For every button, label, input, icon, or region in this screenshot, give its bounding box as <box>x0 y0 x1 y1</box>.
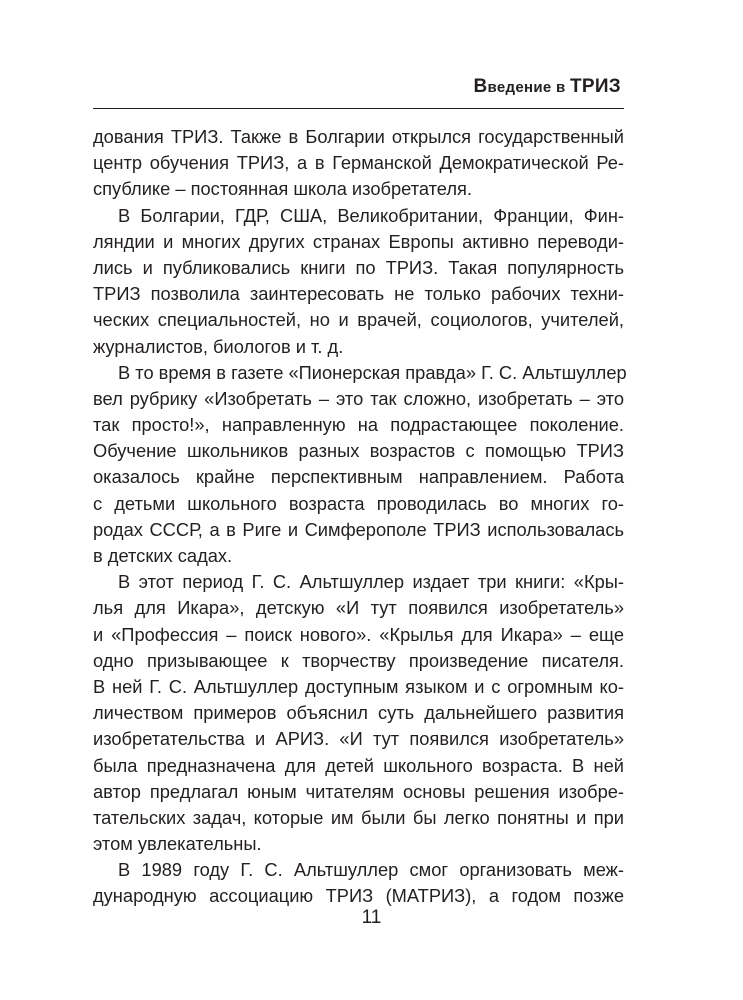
page-number: 11 <box>361 907 382 928</box>
text-line: В то время в газете «Пионерская правда» Г. С. Альтшуллер <box>118 361 627 383</box>
header-rule <box>93 108 624 109</box>
text-line: В 1989 году Г. С. Альтшуллер смог организовать меж- <box>118 859 624 881</box>
running-header <box>474 76 622 98</box>
text-line: личеством примеров объяснил суть дальнейшего развития <box>93 702 624 724</box>
text-line: В ней Г. С. Альтшуллер доступным языком и с огромным ко- <box>93 675 624 697</box>
text-line: так просто!», направленную на подрастающее поколение. <box>93 414 624 436</box>
text-line: оказалось крайне перспективным направлением. Работа <box>93 466 624 488</box>
text-line: была предназначена для детей школьного возраста. В ней <box>93 754 624 776</box>
text-line: и «Профессия – поиск нового». «Крылья для Икара» – еще <box>93 623 624 645</box>
body-text <box>93 124 627 910</box>
text-line: вел рубрику «Изобретать – это так сложно, изобретать – это <box>93 387 624 409</box>
text-line: в детских садах. <box>93 545 233 566</box>
text-line: ческих специальностей, но и врачей, социологов, учителей, <box>93 309 624 331</box>
text-line: ляндии и многих других странах Европы активно переводи- <box>93 230 624 252</box>
running-header-tail: ТРИЗ <box>569 76 621 97</box>
text-line: В этот период Г. С. Альтшуллер издает три книги: «Кры- <box>118 571 624 593</box>
text-line: Обучение школьников разных возрастов с помощью ТРИЗ <box>93 440 624 462</box>
text-line: этом увлекательны. <box>93 833 262 855</box>
text-line: спублике – постоянная школа изобретателя. <box>93 178 472 200</box>
text-line: журналистов, биологов и т. д. <box>93 335 344 357</box>
text-line: ТРИЗ позволила заинтересовать не только рабочих техни- <box>93 283 624 305</box>
text-line: одно призывающее к творчеству произведение писателя. <box>93 649 624 671</box>
text-line: центр обучения ТРИЗ, а в Германской Демократической Ре- <box>93 152 624 174</box>
text-line: родах СССР, а в Риге и Симферополе ТРИЗ использовалась <box>93 518 624 540</box>
text-line: дународную ассоциацию ТРИЗ (МАТРИЗ), а годом позже <box>93 885 624 907</box>
text-line: лья для Икара», детскую «И тут появился изобретатель» <box>93 597 624 619</box>
text-line: изобретательства и АРИЗ. «И тут появился изобретатель» <box>93 728 624 750</box>
text-line: с детьми школьного возраста проводилась во многих го- <box>93 492 624 514</box>
text-line: лись и публиковались книги по ТРИЗ. Такая популярность <box>93 256 624 278</box>
text-line: тательских задач, которые им были бы легко понятны и при <box>93 806 624 828</box>
text-line: В Болгарии, ГДР, США, Великобритании, Франции, Фин- <box>118 204 624 226</box>
running-header-small-caps: ведение в <box>487 79 570 96</box>
text-line: автор предлагал юным читателям основы решения изобре- <box>93 780 624 802</box>
text-line: дования ТРИЗ. Также в Болгарии открылся государственный <box>93 126 624 147</box>
running-header-lead: В <box>473 76 488 97</box>
